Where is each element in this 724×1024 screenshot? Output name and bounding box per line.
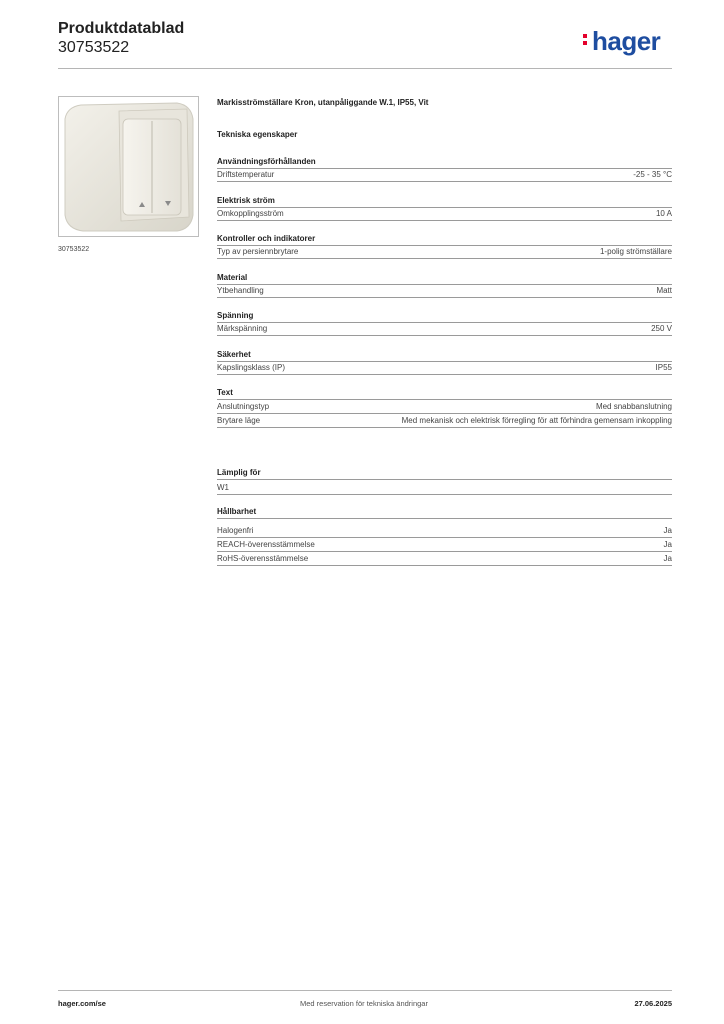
spec-row (217, 169, 672, 182)
footer-website-link[interactable]: hager.com/se (58, 999, 106, 1008)
spec-key: Halogenfri (217, 526, 254, 535)
spec-value: Med mekanisk och elektrisk förregling för att förhindra gemensam inkoppling (401, 416, 672, 425)
logo-text: hager (592, 26, 661, 56)
spec-value: 250 V (651, 324, 672, 333)
spec-row (217, 401, 672, 414)
section-title: Kontroller och indikatorer (217, 234, 672, 246)
spec-row (217, 553, 672, 566)
section-title: Spänning (217, 311, 672, 323)
spec-value: Ja (663, 540, 672, 549)
switch-illustration (59, 97, 198, 236)
spec-key: Märkspänning (217, 324, 268, 333)
header-divider (58, 68, 672, 69)
logo-accent-dots (583, 34, 588, 48)
spec-key: Typ av persiennbrytare (217, 247, 299, 256)
spec-row (217, 525, 672, 538)
spec-key: Anslutningstyp (217, 402, 270, 411)
spec-row (217, 539, 672, 552)
document-product-id: 30753522 (58, 39, 130, 56)
footer-disclaimer: Med reservation för tekniska ändringar (300, 999, 428, 1008)
spec-row (217, 208, 672, 221)
spec-value: 10 A (655, 209, 672, 218)
spec-row (217, 415, 672, 428)
image-caption: 30753522 (58, 246, 90, 253)
spec-key: RoHS-överensstämmelse (217, 554, 309, 563)
section-title: Text (217, 388, 672, 400)
spec-key: Ytbehandling (217, 286, 264, 295)
spec-key: Driftstemperatur (217, 170, 275, 179)
footer-date: 27.06.2025 (634, 999, 672, 1008)
spec-value: Med snabbanslutning (595, 402, 672, 411)
spec-key: Kapslingsklass (IP) (217, 363, 286, 372)
section-title: Elektrisk ström (217, 196, 672, 208)
spec-row (217, 246, 672, 259)
footer-divider (58, 990, 672, 991)
spec-row (217, 285, 672, 298)
hager-logo (592, 26, 660, 57)
spec-key: W1 (217, 483, 229, 492)
product-name: Markisströmställare Kron, utanpåliggande W.1, IP55, Vit (217, 98, 429, 107)
technical-heading: Tekniska egenskaper (217, 130, 298, 139)
spec-value: -25 - 35 °C (633, 170, 672, 179)
section-title: Material (217, 273, 672, 285)
spec-key: REACH-överensstämmelse (217, 540, 315, 549)
spec-key: Omkopplingsström (217, 209, 284, 218)
spec-row (217, 482, 672, 495)
spec-value: Ja (663, 554, 672, 563)
product-image (58, 96, 199, 237)
section-title: Säkerhet (217, 350, 672, 362)
section-title: Hållbarhet (217, 507, 672, 519)
spec-value: Matt (656, 286, 672, 295)
section-title: Användningsförhållanden (217, 157, 672, 169)
spec-row (217, 323, 672, 336)
section-title: Lämplig för (217, 468, 672, 480)
spec-row (217, 362, 672, 375)
spec-value: IP55 (655, 363, 672, 372)
spec-value: 1-polig strömställare (599, 247, 672, 256)
spec-value: Ja (663, 526, 672, 535)
document-title: Produktdatablad (58, 20, 185, 37)
spec-key: Brytare läge (217, 416, 261, 425)
